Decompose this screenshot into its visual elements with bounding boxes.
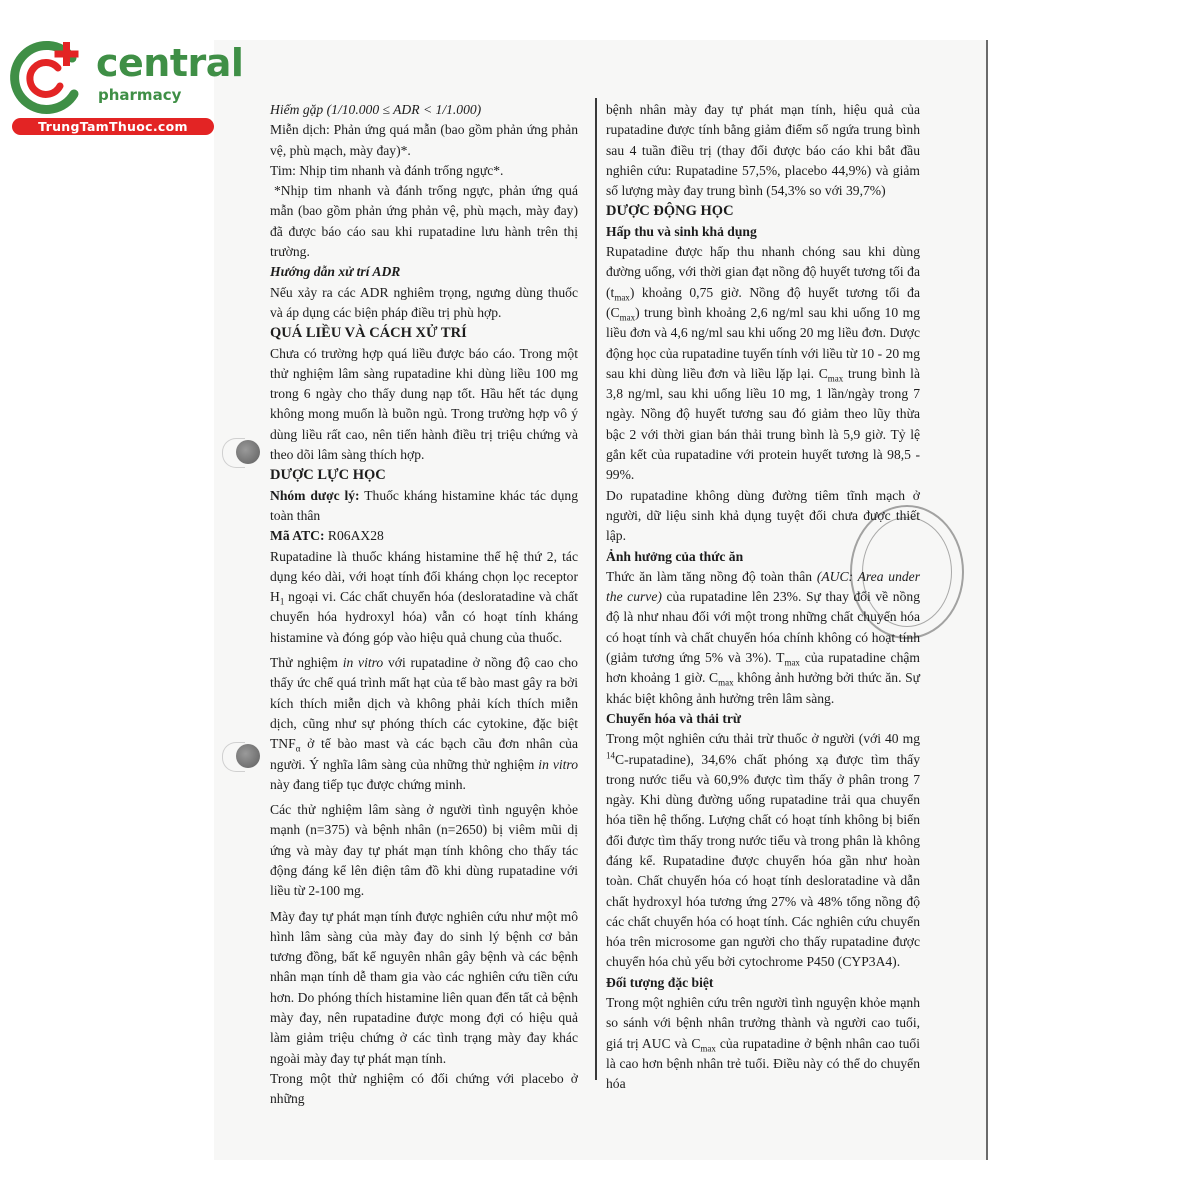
overdose-heading: QUÁ LIỀU VÀ CÁCH XỬ TRÍ — [270, 325, 467, 342]
efficacy-continuation: bệnh nhân mày đay tự phát mạn tính, hiệu quả của rupatadine được tính bằng giảm điểm số ngứa trung bình sau 4 tuần điều trị (thay đổi được báo cáo khi bắt đầu nghiên cứu: Rupatadine 57,5%, placebo 44,9%) và giảm số lượng mày đay trung bình (54,3% so với 39,7%) — [606, 102, 920, 199]
overdose-text: Chưa có trường hợp quá liều được báo cáo. Trong một thử nghiệm lâm sàng rupatadine khi dùng liều 100 mg trong 6 ngày cho thấy dung nạp tốt. Hầu hết tác dụng không mong muốn là buồn ngủ. Trong trường hợp vô ý dùng liều rất cao, nên tiến hành điều trị triệu chứng và theo dõi lâm sàng thích hợp. — [270, 345, 578, 463]
text: của rupatadine lên 23%. Sự thay đổi về nồng độ là như nhau đối với một trong những chất chuyển hóa có hoạt tính và chất chuyển hóa chính không có hoạt tính (giảm tương ứng 5% và 3%). T — [606, 589, 920, 666]
metabolism-heading: Chuyển hóa và thải trừ — [606, 710, 742, 726]
text: Trong một nghiên cứu trên người tình nguyện khỏe mạnh so sánh với bệnh nhân trưởng thành và người cao tuổi, giá trị AUC và C — [606, 995, 920, 1051]
special-populations-heading: Đối tượng đặc biệt — [606, 974, 714, 990]
rare-heading: Hiếm gặp (1/10.000 ≤ ADR < 1/1.000) — [270, 102, 482, 117]
brand-subtitle: pharmacy — [98, 86, 182, 104]
pd-paragraph-4: Mày đay tự phát mạn tính được nghiên cứu như một mô hình lâm sàng của mày đay do sinh lý bệnh cơ bản tương đồng, bất kể nguyên nhân gây bệnh và các bệnh nhân mạn tính dễ tham gia vào các nghiên cứu tiền cứu hơn. Do phóng thích histamine liên quan đến tất cả bệnh mày đay, nên rupatadine được mong đợi có hiệu quả làm giảm triệu chứng ở các tình trạng mày đay khác ngoài mày đay tự phát mạn tính. — [270, 908, 578, 1066]
subscript: max — [614, 292, 630, 303]
adr-guide-heading: Hướng dẫn xử trí ADR — [270, 264, 401, 280]
immune-effects: Miễn dịch: Phản ứng quá mẫn (bao gồm phản ứng phản vệ, phù mạch, mày đay)*. — [270, 122, 578, 158]
text: với rupatadine ở nồng độ cao cho thấy ức chế quá trình mất hạt của tế bào mast gây ra bởi kích thích miễn dịch và không phải kích thích miễn dịch, cũng như sự phóng thích các cytokine, đặc biệt TNF — [270, 655, 578, 752]
text: của rupatadine chậm hơn khoảng 1 giờ. C — [606, 650, 920, 686]
text: của rupatadine ở bệnh nhân cao tuổi là cao hơn bệnh nhân trẻ tuổi. Điều này có thể do chuyển hóa — [606, 1035, 920, 1092]
text: trung bình là 3,8 ng/ml, sau khi uống liều 10 mg, 1 lần/ngày trong 7 ngày. Nồng độ huyết tương sau đó giảm theo lũy thừa bậc 2 với thời gian bán thải trung bình là 5,9 giờ. Tỷ lệ gắn kết của rupatadine với protein huyết tương là 98,5 - 99%. — [606, 365, 920, 483]
column-divider — [595, 98, 597, 1080]
absorption-text — [606, 242, 920, 486]
text: ngoại vi. Các chất chuyển hóa (desloratadine và chất chuyển hóa hydroxyl hóa) vẫn có hoạt tính kháng histamine và đóng góp vào hiệu quả chung của thuốc. — [270, 589, 578, 645]
central-pharmacy-logo — [8, 36, 244, 136]
subscript: max — [718, 678, 734, 689]
right-column — [606, 100, 920, 1095]
atc-code — [270, 526, 578, 546]
italic-term: in vitro — [342, 655, 384, 671]
text: C-rupatadine), 34,6% chất phóng xạ được tìm thấy trong nước tiểu và 60,9% được tìm thấy ở phân trong 7 ngày. Khi dùng đường uống rupatadine trải qua chuyển hóa tiền hệ thống. Lượng chất có hoạt tính không bị biến đổi được tìm thấy trong nước tiểu và trong phân là không đáng kể. Rupatadine được chuyển hóa gần như hoàn toàn. Chất chuyển hóa có hoạt tính desloratadine và dẫn chất hydroxyl hóa tương ứng 27% và 48% tổng nồng độ các chất chuyển hóa có hoạt tính. Các nghiên cứu chuyển hóa trên microsome gan người cho thấy rupatadine được chuyển hóa chủ yếu bởi cytochrome P450 (CYP3A4). — [606, 751, 920, 970]
text: ) trung bình khoảng 2,6 ng/ml sau khi uống 10 mg liều đơn và 4,6 ng/ml sau khi uống 20 mg liều đơn. Dược động học của rupatadine tuyến tính với liều từ 10 - 20 mg sau khi dùng liều đơn và liều lặp lại. C — [606, 304, 920, 381]
absorption-heading: Hấp thu và sinh khả dụng — [606, 223, 757, 239]
pd-paragraph-2 — [270, 653, 578, 795]
website-link[interactable]: TrungTamThuoc.com — [12, 118, 214, 135]
text: ở tế bào mast và các bạch cầu đơn nhân của người. Ý nghĩa lâm sàng của những thử nghiệm — [270, 736, 578, 772]
text: Rupatadine là thuốc kháng histamine thế hệ thứ 2, tác dụng kéo dài, với hoạt tính đối kháng chọn lọc receptor H — [270, 548, 578, 605]
punch-hole — [236, 744, 260, 768]
pharmacokinetics-heading: DƯỢC ĐỘNG HỌC — [606, 203, 734, 220]
superscript: 14 — [606, 749, 615, 760]
brand-name: central — [96, 41, 244, 85]
pharm-group-label: Nhóm dược lý: — [270, 487, 360, 503]
atc-label: Mã ATC: — [270, 528, 325, 544]
bioavailability-text: Do rupatadine không dùng đường tiêm tĩnh mạch ở người, dữ liệu sinh khả dụng tuyệt đối chưa được thiết lập. — [606, 487, 920, 544]
post-marketing-note: *Nhịp tim nhanh và đánh trống ngực, phản ứng quá mẫn (bao gồm phản ứng phản vệ, phù mạch, mày đay) đã được báo cáo sau khi rupatadine lưu hành trên thị trường. — [270, 183, 578, 260]
left-column — [270, 100, 578, 1110]
pd-paragraph-3: Các thử nghiệm lâm sàng ở người tình nguyện khỏe mạnh (n=375) và bệnh nhân (n=2650) bị viêm mũi dị ứng và mày đay tự phát mạn tính không cho thấy tác động đáng kể lên điện tâm đồ khi dùng rupatadine với liều từ 2-100 mg. — [270, 802, 578, 899]
pharmacy-cross-icon — [8, 36, 98, 118]
metabolism-text — [606, 729, 920, 973]
subscript: max — [619, 312, 636, 323]
text: Rupatadine được hấp thu nhanh chóng sau khi dùng đường uống, với thời gian đạt nồng độ huyết tương tối đa (t — [606, 244, 920, 300]
text: Trong một nghiên cứu thải trừ thuốc ở người (với 40 mg — [606, 731, 920, 747]
pd-paragraph-5: Trong một thử nghiệm có đối chứng với placebo ở những — [270, 1070, 578, 1107]
text: không ảnh hưởng bởi thức ăn. Sự khác biệt không ảnh hưởng trên lâm sàng. — [606, 670, 920, 706]
punch-hole — [236, 440, 260, 464]
italic-term: (AUC: Area under the curve) — [606, 568, 920, 605]
subscript: max — [827, 373, 844, 384]
adr-guide-text: Nếu xảy ra các ADR nghiêm trọng, ngưng dùng thuốc và áp dụng các biện pháp điều trị phù hợp. — [270, 284, 578, 320]
pharmacodynamics-heading: DƯỢC LỰC HỌC — [270, 467, 386, 484]
italic-term: in vitro — [538, 756, 578, 772]
food-effect-heading: Ảnh hưởng của thức ăn — [606, 548, 744, 564]
text: này đang tiếp tục được chứng minh. — [270, 776, 466, 792]
food-effect-text — [606, 567, 920, 709]
subscript: α — [295, 743, 301, 754]
heart-effects: Tim: Nhịp tim nhanh và đánh trống ngực*. — [270, 162, 504, 178]
pharm-group-value: Thuốc kháng histamine khác tác dụng toàn thân — [270, 487, 578, 523]
text: Thử nghiệm — [270, 655, 343, 671]
text: Thức ăn làm tăng nồng độ toàn thân — [606, 568, 817, 584]
subscript: 1 — [279, 596, 285, 607]
text: ) khoảng 0,75 giờ. Nồng độ huyết tương tối đa (C — [606, 284, 920, 320]
subscript: max — [700, 1043, 716, 1054]
subscript: max — [784, 657, 800, 668]
special-populations-text — [606, 993, 920, 1094]
pd-paragraph-1 — [270, 547, 578, 648]
pharm-group — [270, 486, 578, 527]
atc-value: R06AX28 — [327, 528, 384, 544]
